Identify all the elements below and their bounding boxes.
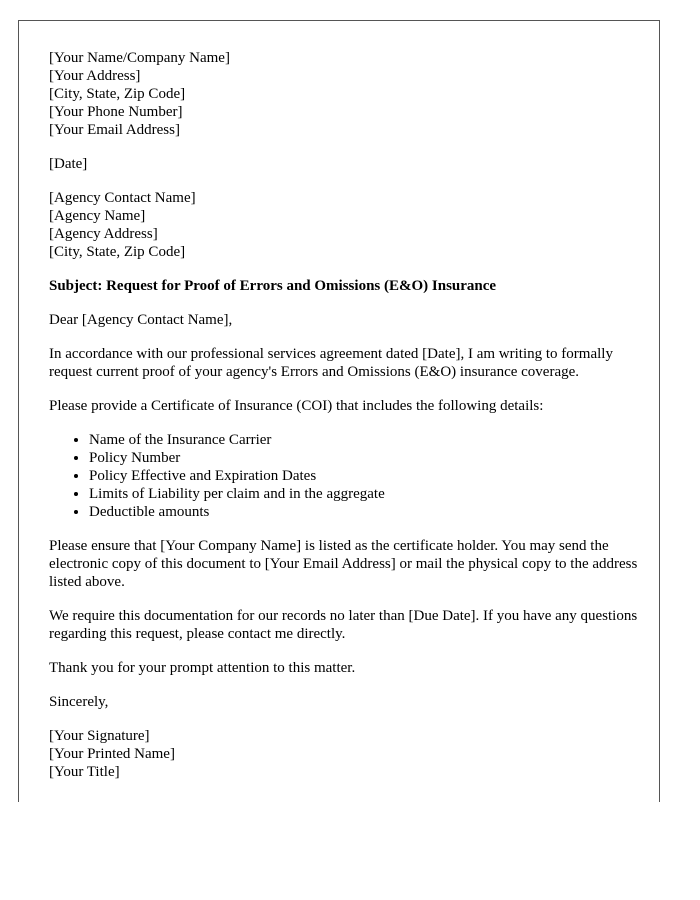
sender-address-line: [Your Address]	[49, 68, 141, 84]
list-item: • Deductible amounts	[89, 503, 639, 521]
letter-date: [Date]	[49, 156, 88, 172]
request-paragraph: Please provide a Certificate of Insurance (COI) that includes the following details:	[49, 398, 544, 414]
recipient-city-line: [City, State, Zip Code]	[49, 244, 186, 260]
coi-details-list	[49, 431, 639, 521]
recipient-contact-name: [Agency Contact Name]	[49, 190, 196, 206]
intro-paragraph: In accordance with our professional services agreement dated [Date], I am writing to formally request current proof of your agency's Errors and Omissions (E&O) insurance coverage.	[49, 346, 613, 380]
recipient-address	[49, 189, 639, 261]
subject-line: Subject: Request for Proof of Errors and Omissions (E&O) Insurance	[49, 278, 497, 294]
closing: Sincerely,	[49, 694, 109, 710]
printed-name: [Your Printed Name]	[49, 746, 175, 762]
sender-phone: [Your Phone Number]	[49, 104, 183, 120]
list-item: • Policy Number	[89, 449, 639, 467]
signature-block	[49, 727, 639, 781]
list-item: • Limits of Liability per claim and in the aggregate	[89, 485, 639, 503]
title-line: [Your Title]	[49, 764, 120, 780]
sender-address	[49, 49, 639, 139]
salutation: Dear [Agency Contact Name],	[49, 312, 233, 328]
recipient-agency-name: [Agency Name]	[49, 208, 146, 224]
letter-page	[18, 20, 660, 802]
sender-name: [Your Name/Company Name]	[49, 50, 230, 66]
deadline-paragraph: We require this documentation for our records no later than [Due Date]. If you have any questions regarding this request, please contact me directly.	[49, 608, 638, 642]
list-item: • Policy Effective and Expiration Dates	[89, 467, 639, 485]
signature-line: [Your Signature]	[49, 728, 150, 744]
letter-body	[49, 49, 639, 781]
thanks-paragraph: Thank you for your prompt attention to this matter.	[49, 660, 356, 676]
sender-email: [Your Email Address]	[49, 122, 180, 138]
certificate-holder-paragraph: Please ensure that [Your Company Name] is listed as the certificate holder. You may send the electronic copy of this document to [Your Email Address] or mail the physical copy to the address listed above.	[49, 538, 638, 590]
sender-city-line: [City, State, Zip Code]	[49, 86, 186, 102]
recipient-agency-address: [Agency Address]	[49, 226, 158, 242]
list-item: • Name of the Insurance Carrier	[89, 431, 639, 449]
